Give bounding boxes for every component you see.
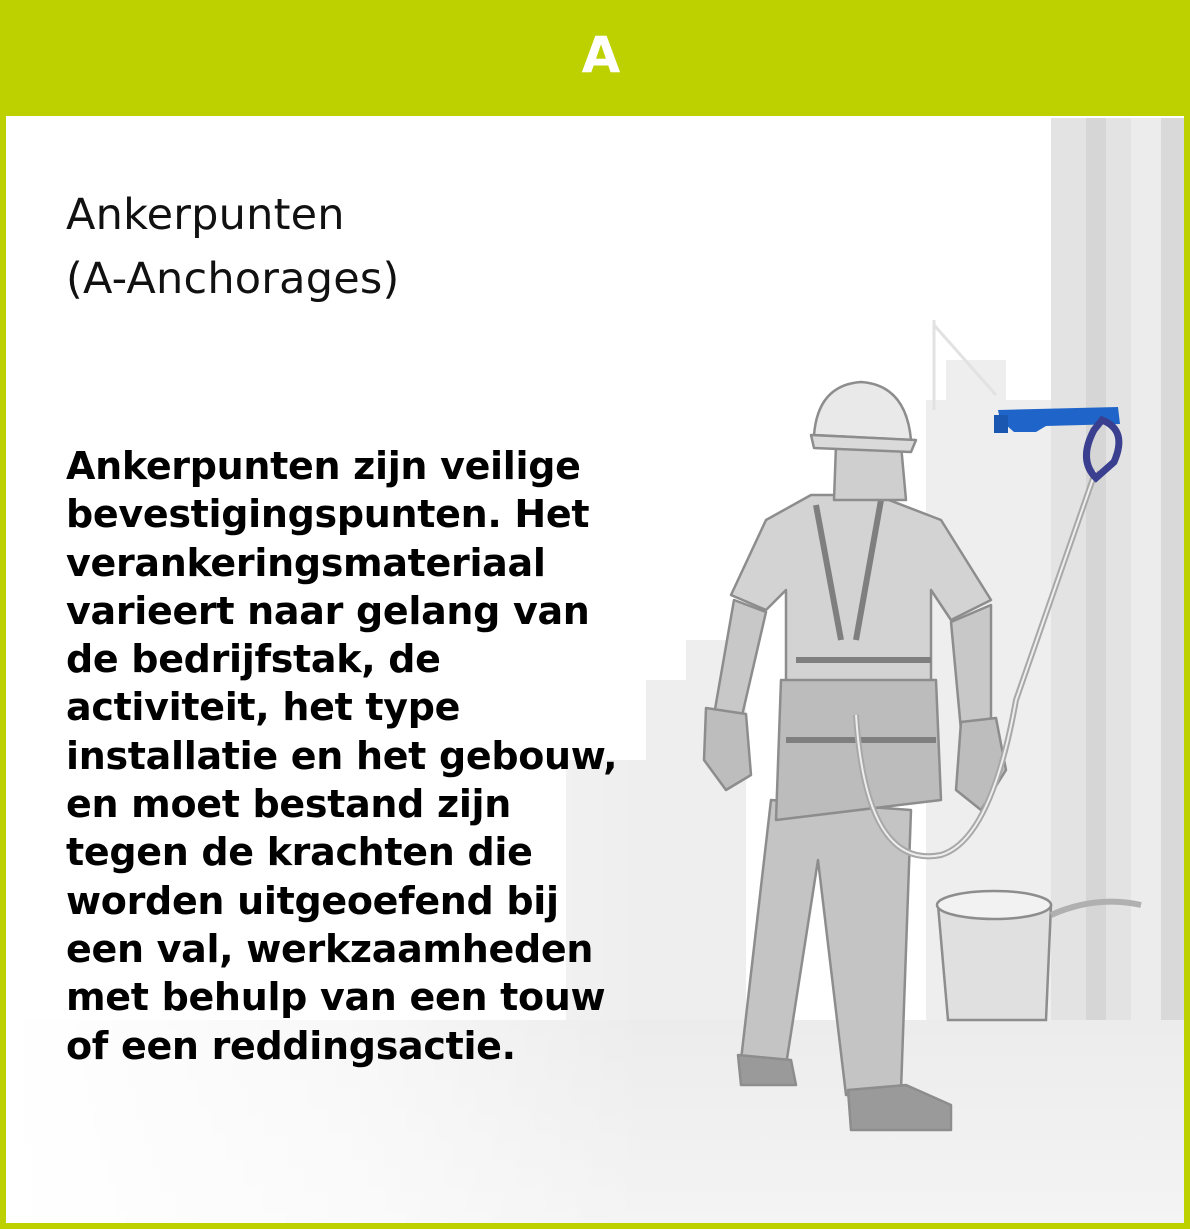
description-paragraph: Ankerpunten zijn veilige bevestigingspunten. Het verankeringsmateriaal varieert naar gelang van de bedrijfstak, de activiteit, het type installatie en het gebouw, en moet bestand zijn tegen de krachten die worden uitgeoefend bij een val, werkzaamheden met behulp van een touw of een reddingsactie. <box>66 444 618 1068</box>
slide-title <box>66 183 399 311</box>
title-line-1: Ankerpunten <box>66 190 345 240</box>
header-letter: A <box>581 26 621 84</box>
header-bar <box>6 0 1190 116</box>
title-line-2: (A-Anchorages) <box>66 254 400 304</box>
